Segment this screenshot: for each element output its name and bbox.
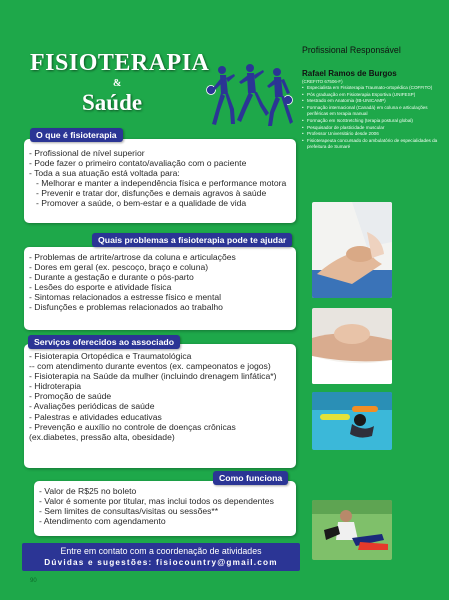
list-item: - Lesões do esporte e atividade física xyxy=(29,282,172,293)
page-subtitle: Saúde xyxy=(82,90,143,115)
list-item: - Sem limites de consultas/visitas ou sessões** xyxy=(39,506,219,517)
credential-item: • Pós graduação em Fisioterapia Esportiva (UNIFESP) xyxy=(302,92,442,99)
list-item: - Sintomas relacionados a estresse físico e mental xyxy=(29,292,222,303)
list-item: - Melhorar e manter a independência física e performance motora xyxy=(36,178,287,189)
list-item: - Dores em geral (ex. pescoço, braço e coluna) xyxy=(29,262,209,273)
list-item: - Hidroterapia xyxy=(29,381,82,392)
section-label-services: Serviços oferecidos ao associado xyxy=(28,335,180,349)
list-item: - Fisioterapia Ortopédica e Traumatológica xyxy=(29,351,192,361)
list-item: - Durante a gestação e durante o pós-parto xyxy=(29,272,194,283)
list-item: - Problemas de artrite/artrose da coluna e articulações xyxy=(29,252,236,262)
title-ampersand: & xyxy=(113,78,122,89)
contact-bar xyxy=(22,543,300,571)
credential-item: • Fisioterapeuta concursado do ambulatório de especialidades da prefeitura de Sumaré xyxy=(302,138,442,151)
section-label-what-is: O que é fisioterapia xyxy=(30,128,123,142)
list-item: - Fisioterapia na Saúde da mulher (incluindo drenagem linfática*) xyxy=(29,371,277,382)
what-is-physio-box xyxy=(24,139,296,223)
credential-item: • Formação em IsoStretching (terapia postural global) xyxy=(302,118,442,125)
page-title: FISIOTERAPIA xyxy=(30,50,210,76)
list-item: - Prevenir e tratar dor, disfunções e demais agravos à saúde xyxy=(36,188,267,199)
list-item: - Prevenção e auxílio no controle de doenças crônicas xyxy=(29,421,236,432)
contact-line: Entre em contato com a coordenação de atividades xyxy=(60,546,262,556)
list-item: (ex.diabetes, pressão alta, obesidade) xyxy=(29,431,175,442)
credential-item: • Especialista em Fisioterapia Traumato-ortopédica (COFFITO) xyxy=(302,85,442,92)
problems-box xyxy=(24,247,296,330)
professional-heading: Profissional Responsável xyxy=(302,45,401,55)
list-item: - Disfunções e problemas relacionados ao trabalho xyxy=(29,302,223,313)
how-it-works-box xyxy=(34,481,296,536)
list-item: -- com atendimento durante eventos (ex. campeonatos e jogos) xyxy=(29,361,271,372)
list-item: - Pode fazer o primeiro contato/avaliação com o paciente xyxy=(29,158,247,169)
list-item: - Valor é somente por titular, mas inclui todos os dependentes xyxy=(39,496,274,507)
professional-registry: (CREFITO 67506-F) xyxy=(302,79,343,84)
credentials-list xyxy=(302,85,442,151)
services-box xyxy=(24,344,296,468)
list-item: - Promoção de saúde xyxy=(29,391,112,402)
contact-email-line[interactable]: Dúvidas e sugestões: fisiocountry@gmail.com xyxy=(44,558,278,567)
credential-item: • Formação internacional (Canadá) em coluna e articulações periféricas em terapia manual xyxy=(302,105,442,118)
professional-name: Rafael Ramos de Burgos xyxy=(302,69,397,78)
professional-info xyxy=(302,45,442,151)
list-item: - Palestras e atividades educativas xyxy=(29,411,162,422)
photo-back-massage xyxy=(312,308,392,384)
section-label-how-it-works: Como funciona xyxy=(213,471,288,485)
list-item: - Valor de R$25 no boleto xyxy=(39,486,137,496)
credential-item: • Pesquisador de plasticidade muscular xyxy=(302,125,442,132)
photo-hydrotherapy xyxy=(312,392,392,450)
list-item: - Promover a saúde, o bem-estar e a qualidade de vida xyxy=(36,198,247,209)
list-item: - Toda a sua atuação está voltada para: xyxy=(29,168,180,179)
athletes-illustration xyxy=(206,60,294,132)
photo-knee-therapy xyxy=(312,202,392,298)
list-item: - Profissional de nível superior xyxy=(29,148,145,158)
page-number: 90 xyxy=(30,578,37,584)
credential-item: • Professor Universitário desde 2006 xyxy=(302,131,442,138)
credential-item: • Mestrado em Anatomia (IB-UNICAMP) xyxy=(302,98,442,105)
photo-sports-injury xyxy=(312,500,392,560)
section-label-problems: Quais problemas a fisioterapia pode te ajudar xyxy=(92,233,292,247)
list-item: - Atendimento com agendamento xyxy=(39,516,166,527)
list-item: - Avaliações periódicas de saúde xyxy=(29,401,155,412)
